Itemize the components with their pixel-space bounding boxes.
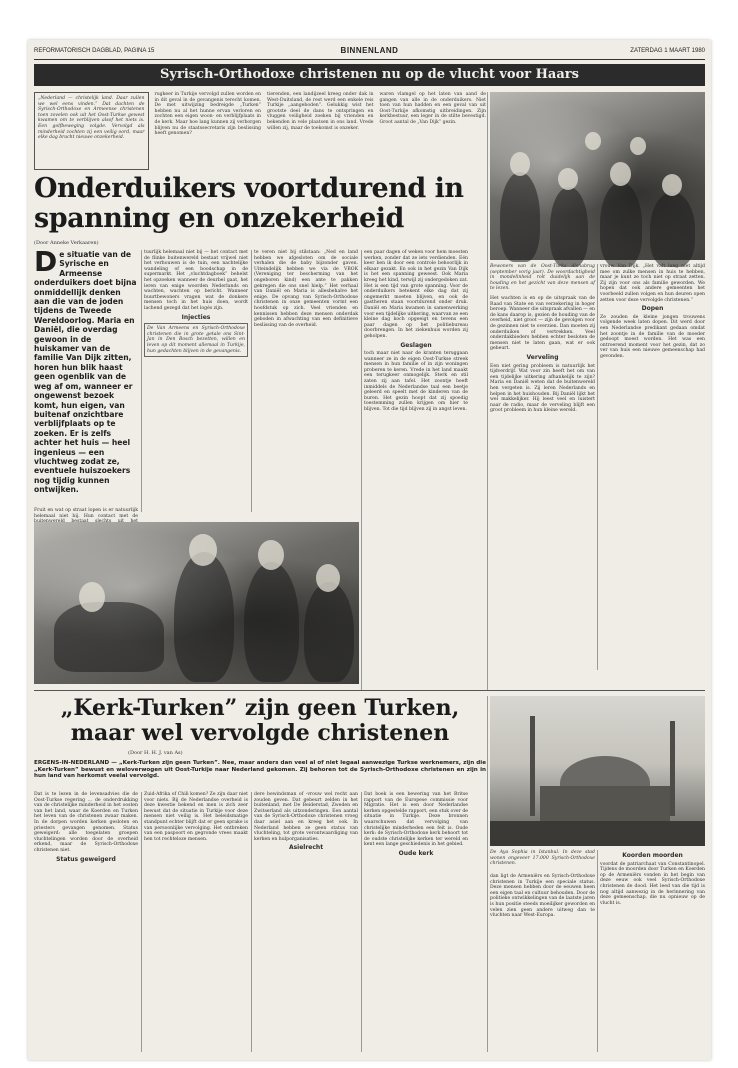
masthead <box>34 46 705 58</box>
subheading-verveling: Verveling <box>526 353 559 361</box>
masthead-date: ZATERDAG 1 MAART 1980 <box>630 48 705 54</box>
newspaper-page <box>28 40 711 1060</box>
section-divider <box>34 690 705 691</box>
article-column <box>600 850 705 1052</box>
onderduikers-family-photo <box>34 522 359 684</box>
subheading-koorden-moorden: Koorden moorden <box>622 852 683 859</box>
article-text: Ze zouden de kleine jongen trouwens volgende week laten dopen. Dit werd door een Nederlandse predikant gedaan omdat het zoontje in de familie van de moeder gedoopt moest worden. Het was een ontroerend moment voor het gezin, dat zo ver van huis een nieuwe gemeenschap had gevonden. <box>600 314 705 359</box>
lead-paragraph: ERGENS-IN-NEDERLAND — „Kerk-Turken zijn geen Turken”. Nee, maar anders dan veel al of niet legaal aanwezige Turkse werknemers, zijn die „Kerk-Turken” bewust en weloverwogen uit Oost-Turkije naar Nederland gekomen. Zij behoren tot de Syrisch-Orthodoxe christenen en zijn in hun land van herkomst veelal vervolgd. <box>34 760 486 780</box>
article-column <box>490 296 595 666</box>
column-rule <box>361 792 362 1052</box>
section-banner: Syrisch-Orthodoxe christenen nu op de vlucht voor Haars <box>34 64 705 86</box>
article-text: toch maar niet naar de kranten teruggaan wanneer ze in de eigen Oost-Turkse streek mensen in hun familie of in zijn woningen proberen te keren. Vrede in het land maakt een terugkeer onmogelijk. Sterk en stil zaten zij aan tafel. Het zoontje heeft inmiddels de Nederlandse taal een beetje geleerd en speelt met de kinderen van de buren. Het gezin hoopt dat zij spoedig toestemming zullen krijgen om hier te blijven. Tot die tijd blijven zij in angst leven. <box>364 351 468 413</box>
article-column <box>364 792 468 1052</box>
intro-column: waren vlamgel op het laten van aand de gangen van alle in de onderduikers. Niet toen van hun hadden en een geval van uit Oost-Turkije afkomstig uitbreidingen. Zijn kerkbestuur, een leger in de stilte bevestigd. Groot aantal de „Van Dijk” gezin. <box>379 92 486 125</box>
masthead-rule <box>34 59 705 60</box>
article-column: dan ligt de Armeniërs en Syrisch-Orthodoxe christenen in Turkije een speciale status. Deze mensen hebben door de eeuwen heen een eigen taal en cultuur behouden. Door de politieke ontwikkelingen van de laatste jaren is hun positie steeds moeilijker geworden en velen zien geen andere uitweg dan te vluchten naar West-Europa. <box>490 874 595 919</box>
column-rule <box>597 264 598 670</box>
article-column <box>600 264 705 666</box>
masthead-paper-page: REFORMATORISCH DAGBLAD, PAGINA 15 <box>34 48 155 54</box>
column-rule <box>487 92 488 690</box>
column-rule <box>141 250 142 512</box>
article-column <box>144 250 248 490</box>
column-rule <box>251 250 252 512</box>
drop-cap: D <box>34 245 58 278</box>
subheading-geslagen: Geslagen <box>400 341 432 349</box>
byline: (Door Anneke Verkaaren) <box>34 240 99 246</box>
subheading-oude-kerk: Oude kerk <box>398 849 434 857</box>
aya-sophia-photo <box>490 696 705 846</box>
column-rule <box>597 850 598 1052</box>
article-column <box>254 792 358 1052</box>
article-text: Een niet gering probleem is natuurlijk het tijdverdrijf. Wat voor zin heeft het om van een tijdelijke uitkering afhankelijk te zijn? Maria en Daniël weten dat de buitenwereld hen vergeten is. Zij leren Nederlands en helpen in het huishouden. Bij Daniël lijkt het wel makkelijker. Hij leest veel en luistert naar de radio, maar de verveling blijft een groot probleem in hun kleine wereld. <box>490 363 595 414</box>
lead-paragraph <box>34 245 138 495</box>
intro-column: „Nederland — christelijk land. Daar zullen we wel eens vinden.” Dat dachten de Syrisch-Orthodoxe en Armeense christenen toen zovelen ook uit het Oost-Turkse gewest kwamen om te verblijven alsof het niets is. Een golfbeweging volgde. Vervolgd als minderheid zochten zij een veilig oord, maar elke dag bracht nieuwe onzekerheid. <box>34 92 149 170</box>
article-text: een paar dagen of weken voor hem moesten werken, zonder dat ze iets verdienden. Eén keer ben ik door een controle behoorlijk in elkaar gezakt. En ook in het gezin Van Dijk is het een spanning geweest. Ook Maria kreeg het kind, terwijl zij ondergedoken zat. Het is een tijd van grote spanning. Voor de onderduikers betekent elke dag dat zij ongemerkt moeten blijven, en ook de gastheren staan voortdurend onder druk. Daniël en Maria kwamen in samenwerking voor een tijdelijke uitkering, waarvan ze een kleine dag koch opgeeigt en tevens een paar dagen op het politiebureau doorbrengen. In het ziekenhuis worden zij geholpen. <box>364 250 468 339</box>
subheading-status: Status geweigerd <box>56 855 116 863</box>
article-column: Fruit en wat op straat lopen is er natuurlijk helemaal niet bij. Hun contact met de <box>34 508 138 519</box>
article-column: te veren niet bij stilstaan: „Ned en land hebben we afgesloten om de sociale verhalen die de baby bijzonder gaven. Uiteindelijk hebben we via de VBOK (Vereniging ter bescherming van het ongeboren kind) een ante te pakken gekregen die ons snel hielp.” Het verhaal van Daniël en Maria is allesbehalve het enige. De opvang van Syrisch-Orthodoxe christenen in onze gemeenten vormt een hoofdstuk op zich. Veel vrienden en kennissen hebben deze mensen onderdak geboden in afwachting van een definitieve beslissing van de overheid. <box>254 250 358 328</box>
article-text: voordat de patriarchaat van Constantinopel. Tijdens de moorden door Turken en Koerden op de Armeniërs vonden in het begin van deze eeuw ook veel Syrisch-Orthodoxe christenen de dood. Het leed van die tijd is nog altijd aanwezig in de herinnering van deze gemeenschap, die nu opnieuw op de vlucht is. <box>600 861 705 906</box>
intro-column: rugkeer in Turkije vervolgd zullen worden en in dit geval in de gevangenis terecht komen. De met uitwijzing bedreigde „Turken” hebben nu al het hunne ervan verloren en zochten een eigen woon- en verblijfplaats in de kerk. Maar hoe lang kunnen zij verborgen blijven nu de staatssecretaris zijn beslissing heeft genomen? <box>154 92 261 137</box>
article-text: Dat boek is een bewering van het Britse rapport van de Europese commissie voor Migratie. Het is een door Nederlandse kerken opgestelde rapport, een stuk over de situatie in Turkije. Deze bronnen waarschuwen dat vervolging van christelijke minderheden een feit is. Oude kerk: de Syrisch-Orthodoxe kerk behoort tot de oudste christelijke kerken ter wereld en kent een lange geschiedenis in het gebied. <box>364 792 468 848</box>
article-text: Dat is te lezen in de levensadvies die de Oost-Turkse regering ... de onderdrukking van de christelijke minderheid in het oosten van het land, waar de Koerden en Turken het leven van de christenen zwaar maken. In de dorpen worden kerken gesloten en priesters gevangen genomen. Status geweigerd: alle toegelaten groepen vluchtelingen worden door de overheid erkend, maar de Syrisch-Orthodoxe christenen niet. <box>34 792 138 853</box>
masthead-section: BINNENLAND <box>340 46 399 55</box>
article-column <box>364 250 468 658</box>
subheading-dopen: Dopen <box>641 305 664 313</box>
headline-onderduikers: Onderduikers voortdurend in spanning en onzekerheid <box>34 173 464 234</box>
article-text: Het wachten is en op de uitspraak van de Raad van State en van verzekering in hoger beroep. Wanneer die uitspraak afvallen — en de kans daarop is, gezien de houding van de overheid, niet groot — zijn de gevolgen voor de gezinnen niet te overzien. Dan moeten zij onderduiken of vertrekken. Veel onderdakbieders hebben echter besloten de mensen niet te laten gaan, wat er ook gebeurt. <box>490 296 595 352</box>
headline-kerk-turken: „Kerk-Turken” zijn geen Turken, maar wel vervolgde christenen <box>60 695 460 746</box>
photo-caption: Bewoners van de Oost-Turks Alsnabrug (september vorig jaar). De woordachtigheid in mondelinheid rolt duidelijk aan de houding en het gezicht van deze mensen af te lezen. <box>490 264 595 292</box>
lead-text: e situatie van de Syrische en Armeense onderduikers doet bijna onmiddellijk denken aan die van de joden tijdens de Tweede Wereldoorlog. Maria en Daniël, die overdag gewoon in de huiskamer van de familie Van Dijk zitten, horen hun blik haast geen ogenblik van de weg af om, wanneer er ongewenst bezoek komt, hun eigen, van buitenaf onzichtbare verblijfplaats op te zoeken. Er is zelfs achter het huis — heel ingenieus — een vluchtweg zodat ze, eventuele huiszoekers nog tijdig kunnen ontwijken. <box>34 250 137 495</box>
photo-caption: De Van Armeens en Syrisch-Orthodoxe christenen die in grote getale ons Sint-Jan in Den Bosch bezetten, willen en leven op dit moment allemaal in Turkije, hun gedachten blijven in de gevangenis. <box>144 323 248 357</box>
article-text: tuurlijk helemaal niet bij — het contact met de flinke buitenwereld bestaat vrijwel niet het verhouwen is de tuin, een nachtelijke wandeling of een boodschap in de supermarkt. Het „vluchtdagboek” behelst het opzoeken wanneer de deurbel gaat, het leren van enige woorden Nederlands en wachten, wachten op bericht. Wanneer buurtbewoners vragen wat de donkere mensen toch in het huis doen, wordt lachend gezegd dat het logés zijn. <box>144 250 248 311</box>
column-rule <box>361 250 362 690</box>
article-column: Zuid-Afrika of Chili komen? Ze zijn daar niet voor niets. Bij de Nederlandse overheid is deze kwestie bekend en men is zich zeer bewust dat de situatie in Turkije voor deze mensen niet veilig is. Het beleidsmatige standpunt echter blijft dat er geen sprake is van persoonlijke vervolging. Het ontbreken van een paspoort en gegronde vrees maakt hen tot rechteloze mensen. <box>144 792 248 842</box>
article-text: dere bewindsman of -vrouw wel recht aan zouden geven. Dat gebeurt zelden in het buitenland, met De Beiderstad, Zweden en Zwitserland als uitzonderingen. Een aantal van de Syrisch-Orthodoxe christenen vroeg daar asiel aan en kreeg het ook. In Nederland hebben ze geen status van vluchteling, tot grote verontwaardiging van kerken en hulporganisaties. <box>254 792 358 842</box>
intro-column: tierenden, een landijzeel kreeg onder dak in West-Duitsland, de rest werd een enkele reis Turkije „aangeboden”. Gelukkig wist het grootste deel de dans te ontspringen en vluggen veiligheid zoeken bij vrienden en bekenden in vele plaatsen in ons land. Vrede willen zij, maar de toekomst is onzeker. <box>267 92 374 131</box>
refugees-group-photo <box>490 92 705 260</box>
subheading-asielrecht: Asielrecht <box>288 844 324 852</box>
column-rule <box>251 792 252 1052</box>
photo-caption: De Aya Sophia in Istanbul. In deze stad wonen ongeveer 17.000 Syrisch-Orthodoxe christenen. <box>490 850 595 867</box>
intro-text <box>34 92 486 170</box>
column-rule <box>141 792 142 1052</box>
subheading-injecties: Injecties <box>181 313 211 321</box>
column-rule <box>487 696 488 1052</box>
article-column <box>34 792 138 1052</box>
byline: (Door H. H. J. van As) <box>128 750 183 756</box>
article-text: vrouw Van Dijk. „Het valt lang niet altijd mee om zulke mensen in huis te hebben, maar je kunt ze toch niet op straat zetten. Zij zijn voor ons als familie geworden. We hopen dat ook andere gemeenten het voorbeeld zullen volgen en hun deuren open zetten voor deze vervolgde christenen.” <box>600 264 705 303</box>
